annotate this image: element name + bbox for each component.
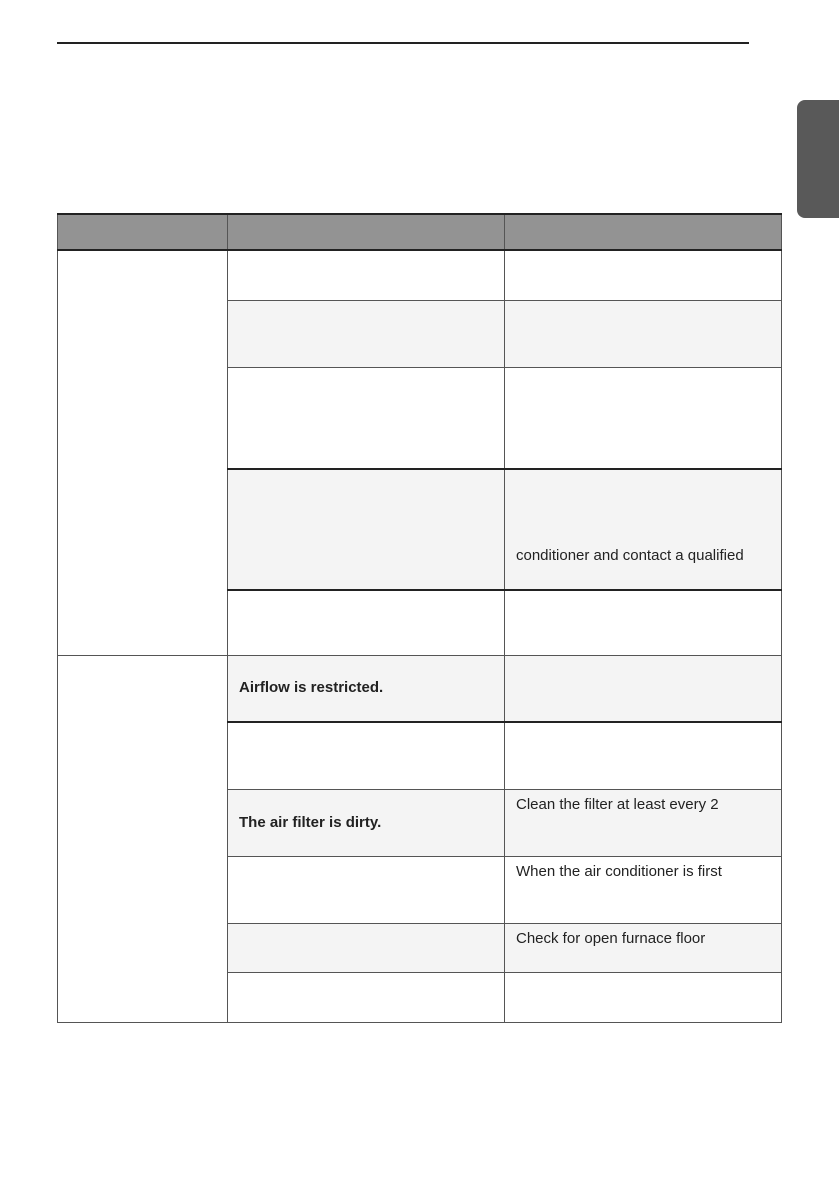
table-row: [58, 655, 782, 722]
solution-cell: [505, 655, 782, 722]
header-solution: [505, 214, 782, 250]
language-side-tab: [797, 100, 839, 218]
problem-cell-1: [58, 250, 228, 655]
table-header-row: [58, 214, 782, 250]
solution-cell: [505, 972, 782, 1022]
cause-cell: [228, 722, 505, 789]
solution-cell: [505, 722, 782, 789]
solution-cell: Check for open furnace floor: [505, 923, 782, 972]
table-row: [58, 250, 782, 300]
page-number: [755, 2, 785, 16]
troubleshooting-table: [57, 213, 782, 1023]
solution-cell: When the air conditioner is first: [505, 856, 782, 923]
cause-cell: [228, 367, 505, 469]
cause-cell: [228, 469, 505, 590]
cause-cell: The air filter is dirty.: [228, 789, 505, 856]
cause-cell: [228, 923, 505, 972]
solution-cell: [505, 250, 782, 300]
solution-cell: Clean the filter at least every 2: [505, 789, 782, 856]
header-rule: [57, 42, 749, 44]
solution-cell: [505, 300, 782, 367]
header-possible-cause: [228, 214, 505, 250]
problem-cell-2: [58, 655, 228, 1022]
cause-cell: [228, 856, 505, 923]
cause-cell: [228, 250, 505, 300]
cause-cell: Airflow is restricted.: [228, 655, 505, 722]
cause-cell: [228, 300, 505, 367]
header-problem: [58, 214, 228, 250]
solution-cell: conditioner and contact a qualified: [505, 469, 782, 590]
cause-cell: [228, 590, 505, 655]
solution-cell: [505, 367, 782, 469]
solution-cell: [505, 590, 782, 655]
cause-cell: [228, 972, 505, 1022]
